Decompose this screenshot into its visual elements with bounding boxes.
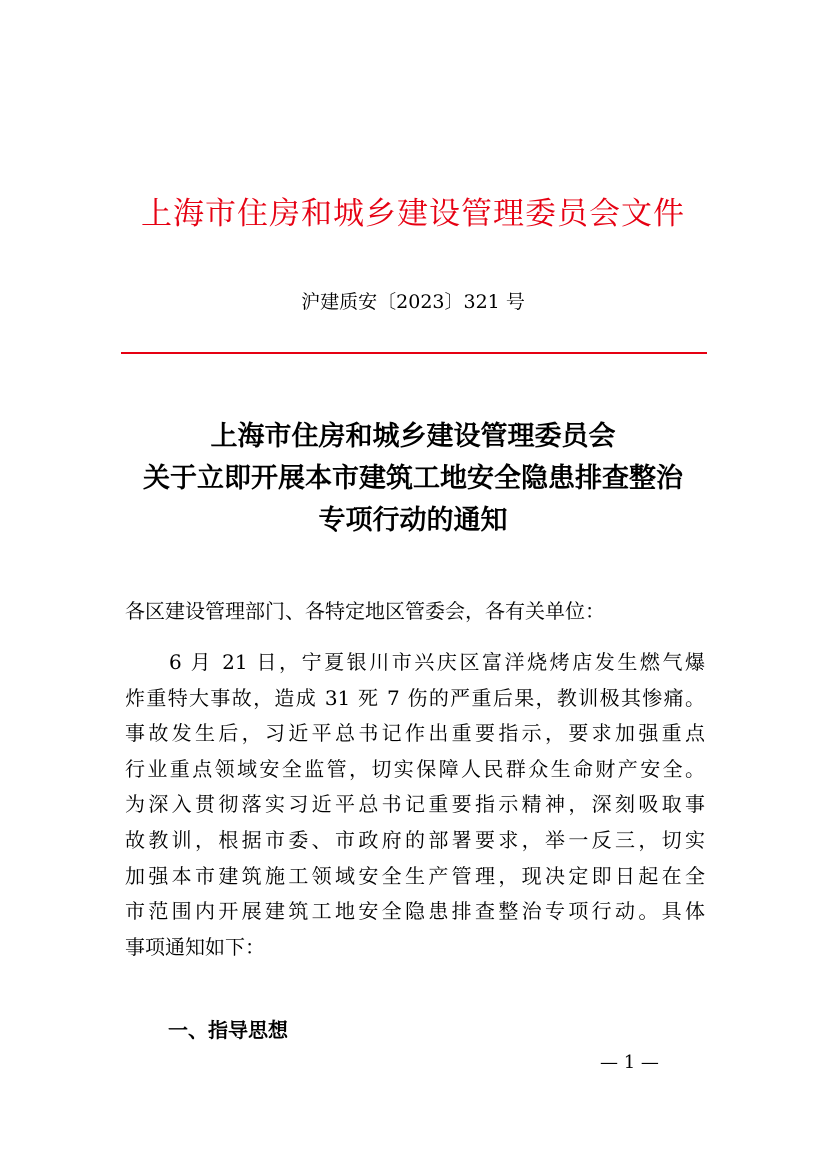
red-separator-line [121,352,707,354]
paragraph-line: 事故发生后，习近平总书记作出重要指示，要求加强重点 [125,721,705,746]
paragraph-line: 为深入贯彻落实习近平总书记重要指示精神，深刻吸取事 [125,792,705,817]
paragraph-line: 事项通知如下： [125,934,265,959]
body-paragraph [125,645,705,965]
document-number: 沪建质安〔2023〕321 号 [301,291,525,313]
document-title [0,416,826,542]
document-masthead: 上海市住房和城乡建设管理委员会文件 [141,196,685,232]
paragraph-line: 加强本市建筑施工领域安全生产管理，现决定即日起在全 [125,863,705,888]
paragraph-line: 炸重特大事故，造成 31 死 7 伤的严重后果，教训极其惨痛。 [125,685,705,710]
paragraph-line: 行业重点领域安全监管，切实保障人民群众生命财产安全。 [125,756,705,781]
section-heading: 一、指导思想 [168,1018,288,1042]
paragraph-line: 6 月 21 日，宁夏银川市兴庆区富洋烧烤店发生燃气爆 [169,650,705,674]
title-line: 专项行动的通知 [318,505,508,536]
paragraph-line: 市范围内开展建筑工地安全隐患排查整治专项行动。具体 [125,899,705,924]
page-number: — 1 — [600,1052,659,1073]
title-line: 上海市住房和城乡建设管理委员会 [210,421,616,452]
title-line: 关于立即开展本市建筑工地安全隐患排查整治 [143,463,683,494]
paragraph-line: 故教训，根据市委、市政府的部署要求，举一反三，切实 [125,827,705,852]
salutation: 各区建设管理部门、各特定地区管委会，各有关单位： [125,599,605,623]
